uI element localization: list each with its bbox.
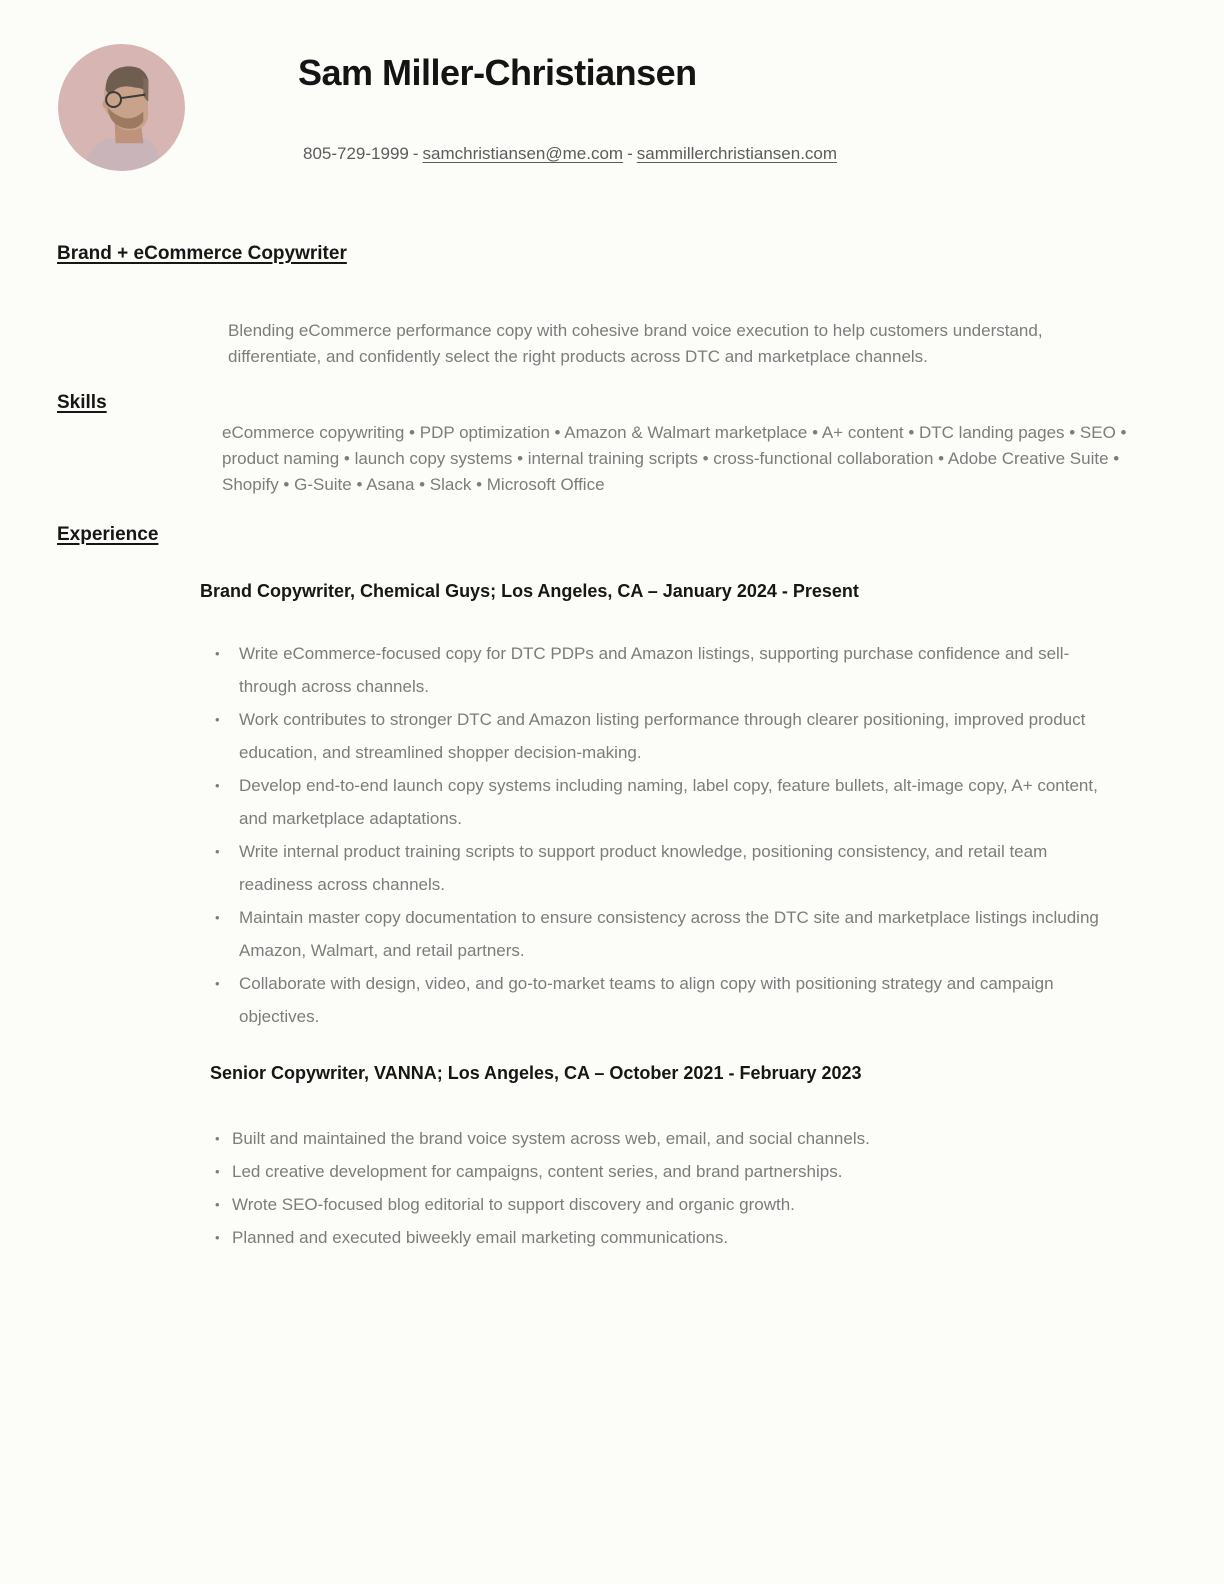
experience-bullet	[215, 703, 1120, 769]
experience-bullet	[215, 1188, 1155, 1221]
phone-number: 805-729-1999	[303, 144, 409, 163]
experience-bullet	[215, 1122, 1155, 1155]
job-title-vanna: Senior Copywriter, VANNA; Los Angeles, CA – October 2021 - February 2023	[210, 1063, 862, 1083]
bullet-text: Maintain master copy documentation to ensure consistency across the DTC site and marketplace listings including Amazon, Walmart, and retail partners.	[239, 908, 1099, 960]
experience-bullet	[215, 1221, 1155, 1254]
job-bullets-chemical-guys	[215, 637, 1120, 1033]
bullet-text: Built and maintained the brand voice system across web, email, and social channels.	[232, 1129, 870, 1148]
bullet-text: Develop end-to-end launch copy systems including naming, label copy, feature bullets, alt-image copy, A+ content, and marketplace adaptations.	[239, 776, 1098, 828]
candidate-name: Sam Miller-Christiansen	[298, 52, 697, 93]
bullet-icon: •	[215, 1230, 220, 1245]
bullet-text: Wrote SEO-focused blog editorial to support discovery and organic growth.	[232, 1195, 795, 1214]
bullet-icon: •	[215, 646, 220, 661]
skills-list: eCommerce copywriting • PDP optimization • Amazon & Walmart marketplace • A+ content • DTC landing pages • SEO • product naming • launch copy systems • internal training scripts • cross-functional collaboration • Adobe Creative Suite • Shopify • G-Suite • Asana • Slack • Microsoft Office	[222, 423, 1127, 494]
experience-heading: Experience	[57, 524, 159, 545]
role-heading: Brand + eCommerce Copywriter	[57, 243, 347, 264]
bullet-icon: •	[215, 778, 220, 793]
experience-bullet	[215, 769, 1120, 835]
bullet-icon: •	[215, 1197, 220, 1212]
bullet-text: Work contributes to stronger DTC and Amazon listing performance through clearer positioning, improved product education, and streamlined shopper decision-making.	[239, 710, 1086, 762]
bullet-text: Led creative development for campaigns, content series, and brand partnerships.	[232, 1162, 843, 1181]
bullet-icon: •	[215, 976, 220, 991]
profile-photo-illustration	[58, 44, 185, 171]
contact-separator: -	[627, 144, 633, 163]
experience-bullet	[215, 835, 1120, 901]
bullet-icon: •	[215, 844, 220, 859]
role-summary: Blending eCommerce performance copy with cohesive brand voice execution to help customers understand, differentiate, and confidently select the right products across DTC and marketplace channels.	[228, 321, 1043, 366]
bullet-text: Planned and executed biweekly email marketing communications.	[232, 1228, 729, 1247]
bullet-text: Collaborate with design, video, and go-to-market teams to align copy with positioning strategy and campaign objectives.	[239, 974, 1054, 1026]
experience-bullet	[215, 637, 1120, 703]
job-title-chemical-guys: Brand Copywriter, Chemical Guys; Los Angeles, CA – January 2024 - Present	[200, 581, 859, 601]
bullet-text: Write internal product training scripts to support product knowledge, positioning consistency, and retail team readiness across channels.	[239, 842, 1048, 894]
profile-photo	[58, 44, 185, 171]
bullet-icon: •	[215, 910, 220, 925]
email-link[interactable]: samchristiansen@me.com	[422, 144, 624, 163]
job-bullets-vanna	[215, 1122, 1155, 1254]
website-link[interactable]: sammillerchristiansen.com	[636, 144, 838, 163]
skills-heading: Skills	[57, 392, 107, 413]
bullet-text: Write eCommerce-focused copy for DTC PDPs and Amazon listings, supporting purchase confidence and sell-through across channels.	[239, 644, 1070, 696]
contact-separator: -	[412, 144, 419, 163]
bullet-icon: •	[215, 1131, 220, 1146]
experience-bullet	[215, 901, 1120, 967]
bullet-icon: •	[215, 1164, 220, 1179]
experience-bullet	[215, 1155, 1155, 1188]
contact-line	[303, 144, 837, 164]
experience-bullet	[215, 967, 1120, 1033]
bullet-icon: •	[215, 712, 220, 727]
